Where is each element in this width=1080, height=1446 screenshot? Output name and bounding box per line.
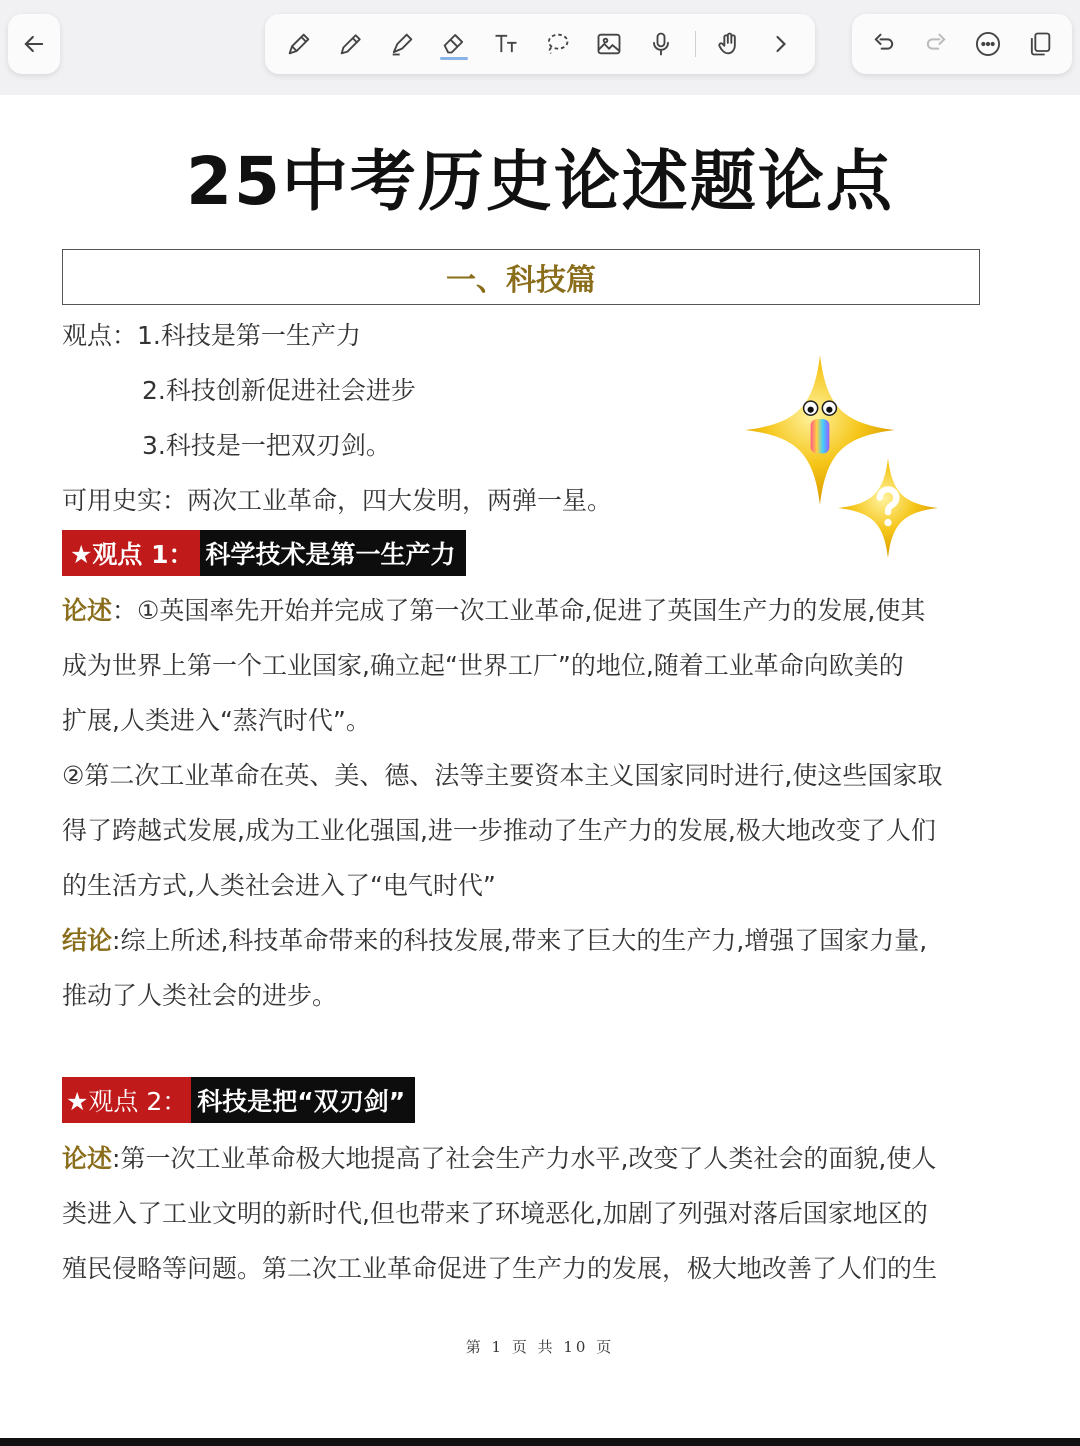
section-heading-text: 一、科技篇 (446, 263, 596, 298)
page-number: 第 1 页 共 10 页 (465, 1338, 615, 1356)
section-heading (62, 249, 980, 305)
eraser-icon[interactable] (436, 26, 472, 62)
tool-palette (265, 14, 815, 74)
page-title: 25中考历史论述题论点 (186, 143, 894, 220)
back-button[interactable] (8, 14, 60, 74)
point-2-heading (62, 1077, 415, 1123)
highlighter-icon[interactable] (384, 26, 420, 62)
point-2-tag: ★观点 2： (62, 1077, 191, 1123)
image-icon[interactable] (591, 26, 627, 62)
argument-label: 论述 (62, 1144, 113, 1173)
redo-icon[interactable] (918, 26, 954, 62)
action-bar (852, 14, 1072, 74)
argument-2-line-2: 类进入了工业文明的新时代,但也带来了环境恶化,加剧了列强对落后国家地区的 (62, 1199, 928, 1228)
microphone-icon[interactable] (643, 26, 679, 62)
pencil-icon[interactable] (333, 26, 369, 62)
conclusion-line-1 (62, 921, 927, 957)
viewpoints-line-1: 观点：1.科技是第一生产力 (62, 321, 361, 350)
bottom-edge (0, 1438, 1080, 1446)
argument-1-line-2: 成为世界上第一个工业国家,确立起“世界工厂”的地位,随着工业革命向欧美的 (62, 651, 904, 680)
point-1-title: 科学技术是第一生产力 (200, 530, 466, 576)
chevron-right-icon[interactable] (763, 26, 799, 62)
argument-text: ：①英国率先开始并完成了第一次工业革命,促进了英国生产力的发展,使其 (112, 596, 926, 625)
conclusion-line-2: 推动了人类社会的进步。 (62, 981, 338, 1010)
argument-1-line-3: 扩展,人类进入“蒸汽时代”。 (62, 706, 371, 735)
argument-1-line-1 (62, 591, 925, 627)
argument-text: :第一次工业革命极大地提高了社会生产力水平,改变了人类社会的面貌,使人 (112, 1144, 937, 1173)
viewpoints-line-2: 2.科技创新促进社会进步 (142, 376, 416, 405)
question-star-sticker-icon (836, 456, 940, 560)
argument-1-line-5: 得了跨越式发展,成为工业化强国,进一步推动了生产力的发展,极大地改变了人们 (62, 816, 936, 845)
viewpoints-line-3: 3.科技是一把双刃剑。 (142, 431, 391, 460)
more-icon[interactable] (970, 26, 1006, 62)
conclusion-text: :综上所述,科技革命带来的科技发展,带来了巨大的生产力,增强了国家力量, (112, 926, 928, 955)
undo-icon[interactable] (866, 26, 902, 62)
point-2-title: 科技是把“双刃剑” (191, 1077, 415, 1123)
argument-label: 论述 (62, 596, 113, 625)
point-1-tag: ★观点 1： (62, 530, 200, 576)
arrow-left-icon (16, 26, 52, 62)
text-icon[interactable] (488, 26, 524, 62)
pen-icon[interactable] (281, 26, 317, 62)
argument-1-line-4: ②第二次工业革命在英、美、德、法等主要资本主义国家同时进行,使这些国家取 (62, 761, 943, 790)
conclusion-label: 结论 (62, 926, 113, 955)
argument-2-line-1 (62, 1139, 936, 1175)
pages-icon[interactable] (1022, 26, 1058, 62)
historical-facts: 可用史实：两次工业革命，四大发明，两弹一星。 (62, 486, 613, 515)
point-1-heading (62, 530, 466, 576)
argument-2-line-3: 殖民侵略等问题。第二次工业革命促进了生产力的发展，极大地改善了人们的生 (62, 1254, 938, 1283)
lasso-icon[interactable] (539, 26, 575, 62)
argument-1-line-6: 的生活方式,人类社会进入了“电气时代” (62, 871, 496, 900)
divider (695, 31, 696, 57)
hand-icon[interactable] (711, 26, 747, 62)
